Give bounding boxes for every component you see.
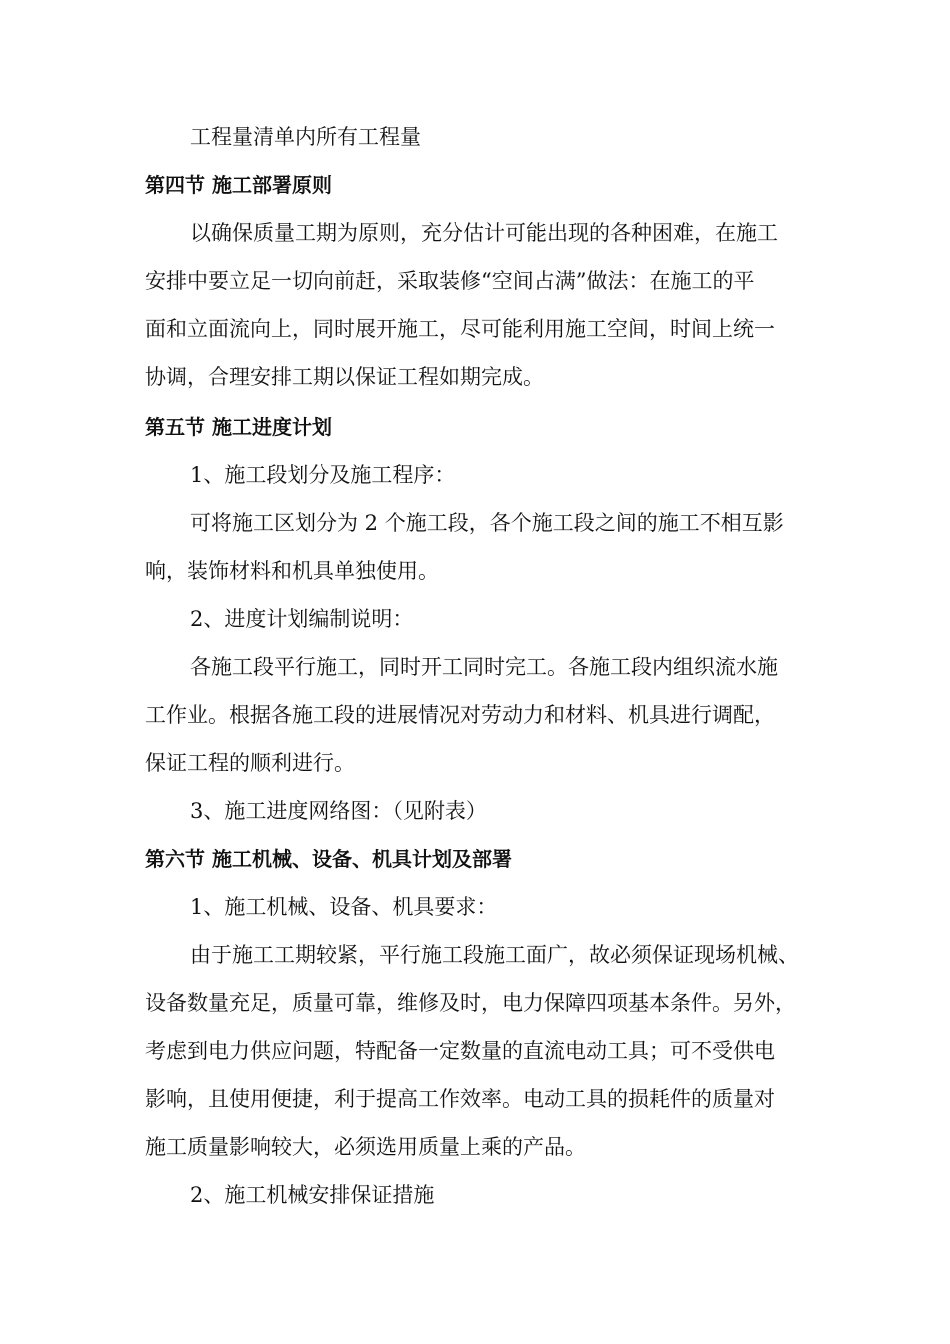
body-line: 响，装饰材料和机具单独使用。 — [145, 559, 439, 583]
body-line: 工程量清单内所有工程量 — [190, 125, 421, 149]
body-line: 2、施工机械安排保证措施 — [190, 1183, 435, 1207]
body-line: 考虑到电力供应问题，特配备一定数量的直流电动工具；可不受供电 — [145, 1039, 775, 1063]
body-line: 由于施工工期较紧，平行施工段施工面广，故必须保证现场机械、 — [190, 943, 799, 967]
body-line: 1、施工机械、设备、机具要求： — [190, 895, 498, 919]
body-line: 保证工程的顺利进行。 — [145, 751, 355, 775]
body-line: 可将施工区划分为 2 个施工段，各个施工段之间的施工不相互影 — [190, 511, 784, 535]
body-line: 3、施工进度网络图：（见附表） — [190, 799, 487, 823]
body-line: 2、进度计划编制说明： — [190, 607, 414, 631]
section-heading: 第六节 施工机械、设备、机具计划及部署 — [145, 847, 512, 871]
body-line: 面和立面流向上，同时展开施工，尽可能利用施工空间，时间上统一 — [145, 317, 775, 341]
body-line: 影响，且使用便捷，利于提高工作效率。电动工具的损耗件的质量对 — [145, 1087, 775, 1111]
body-line: 协调，合理安排工期以保证工程如期完成。 — [145, 365, 544, 389]
body-line: 各施工段平行施工，同时开工同时完工。各施工段内组织流水施 — [190, 655, 778, 679]
body-line: 工作业。根据各施工段的进展情况对劳动力和材料、机具进行调配， — [145, 703, 775, 727]
body-line: 安排中要立足一切向前赶，采取装修“空间占满”做法：在施工的平 — [145, 269, 755, 293]
body-line: 以确保质量工期为原则，充分估计可能出现的各种困难，在施工 — [190, 221, 778, 245]
body-line: 设备数量充足，质量可靠，维修及时，电力保障四项基本条件。另外， — [145, 991, 796, 1015]
body-line: 施工质量影响较大，必须选用质量上乘的产品。 — [145, 1135, 586, 1159]
section-heading: 第四节 施工部署原则 — [145, 173, 332, 197]
section-heading: 第五节 施工进度计划 — [145, 415, 332, 439]
body-line: 1、施工段划分及施工程序： — [190, 463, 456, 487]
